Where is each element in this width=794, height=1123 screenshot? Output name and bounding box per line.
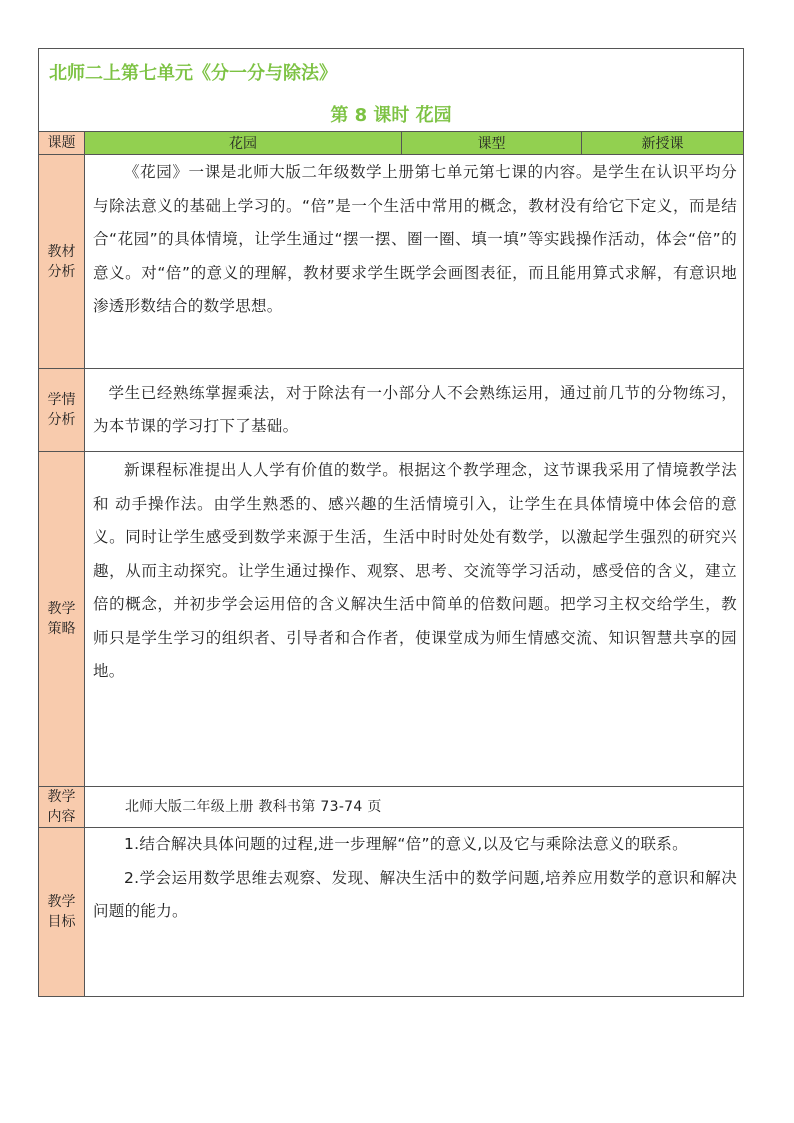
section-row-student-analysis (39, 369, 744, 452)
paragraph: 新课程标准提出人人学有价值的数学。根据这个教学理念，这节课我采用了情境教学法和 动手操作法。由学生熟悉的、感兴趣的生活情境引入，让学生在具体情境中体会倍的意义。同时让学生感受到数学来源于生活，生活中时时处处有数学，以激起学生强烈的研究兴趣，从而主动探究。让学生通过操作、观察、思考、交流等学习活动，感受倍的含义，建立倍的概念，并初步学会运用倍的含义解决生活中简单的倍数问题。把学习主权交给学生，教师只是学生学习的组织者、引导者和合作者，使课堂成为师生情感交流、知识智慧共享的园地。 (93, 461, 737, 680)
type-label: 课型 (402, 132, 582, 155)
section-label-text: 教材 分析 (47, 243, 76, 280)
section-label-teaching-goals (39, 828, 85, 997)
section-content-teaching-strategy (85, 452, 744, 787)
section-content-student-analysis (85, 369, 744, 452)
lesson-plan-table (38, 48, 744, 997)
paragraph: 《花园》一课是北师大版二年级数学上册第七单元第七课的内容。是学生在认识平均分与除法意义的基础上学习的。“倍”是一个生活中常用的概念，教材没有给它下定义，而是结合“花园”的具体情境，让学生通过“摆一摆、圈一圈、填一填”等实践操作活动，体会“倍”的意义。对“倍”的意义的理解，教材要求学生既学会画图表征，而且能用算式求解，有意识地渗透形数结合的数学思想。 (93, 163, 737, 315)
section-content-textbook-analysis (85, 155, 744, 369)
section-label-text: 教学 目标 (47, 894, 76, 930)
info-row (39, 132, 744, 155)
topic-label: 课题 (39, 132, 85, 155)
paragraph: 学生已经熟练掌握乘法，对于除法有一小部分人不会熟练运用，通过前几节的分物练习，为本节课的学习打下了基础。 (93, 383, 737, 435)
section-content-teaching-goals (85, 828, 744, 997)
section-label-textbook-analysis (39, 155, 85, 369)
section-row-teaching-content (39, 787, 744, 828)
document-title: 北师二上第七单元《分一分与除法》 (49, 63, 337, 84)
section-label-text: 学情 分析 (47, 392, 76, 428)
goal-item-1: 1.结合解决具体问题的过程,进一步理解“倍”的意义,以及它与乘除法意义的联系。 (124, 835, 688, 853)
content-text: 北师大版二年级上册 教科书第 73-74 页 (125, 799, 382, 815)
section-row-teaching-strategy (39, 452, 744, 787)
section-content-teaching-content (85, 787, 744, 828)
type-value: 新授课 (582, 132, 744, 155)
section-label-student-analysis (39, 369, 85, 452)
topic-value: 花园 (85, 132, 402, 155)
title-cell (39, 49, 744, 132)
lesson-subtitle: 第 8 课时 花园 (330, 105, 452, 126)
title-row (39, 49, 744, 132)
section-label-teaching-content (39, 787, 85, 828)
lesson-plan-sheet (38, 48, 743, 997)
section-label-text: 教学 内容 (47, 789, 76, 825)
section-label-teaching-strategy (39, 452, 85, 787)
section-row-teaching-goals (39, 828, 744, 997)
section-label-text: 教学 策略 (47, 601, 76, 637)
goal-item-2: 2.学会运用数学思维去观察、发现、解决生活中的数学问题,培养应用数学的意识和解决问题的能力。 (93, 868, 737, 920)
section-row-textbook-analysis (39, 155, 744, 369)
